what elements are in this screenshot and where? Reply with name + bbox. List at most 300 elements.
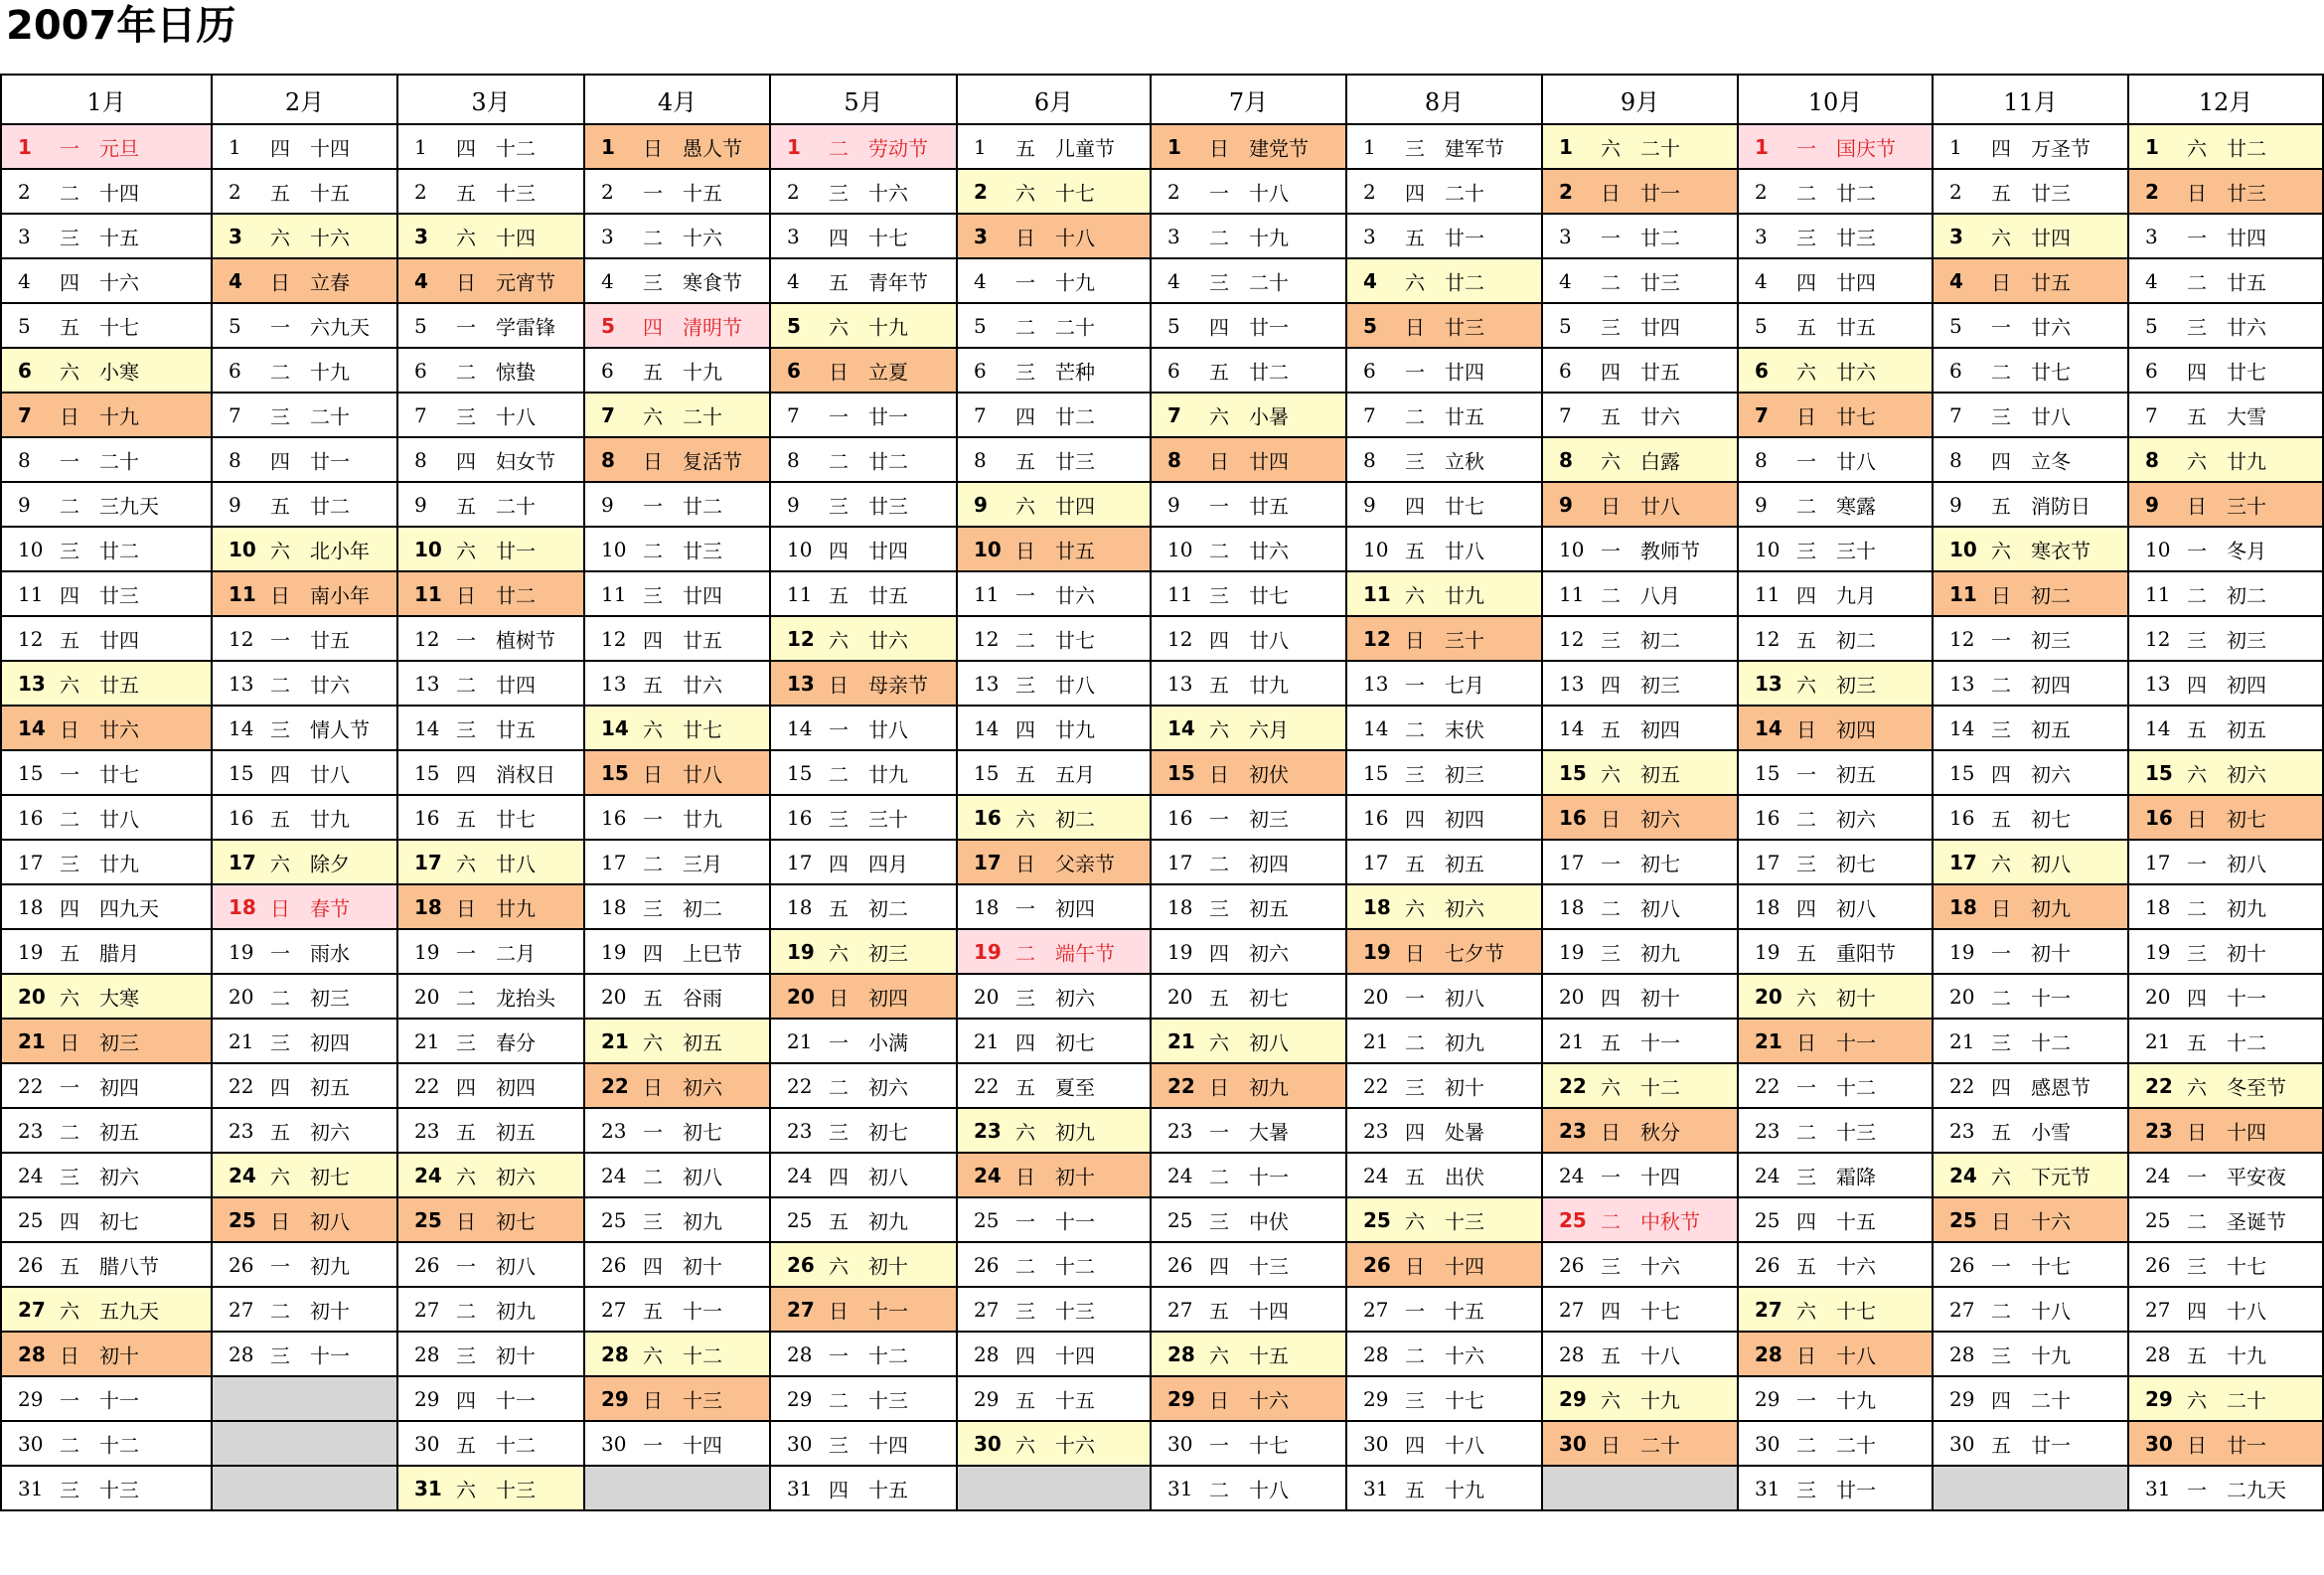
- lunar-date: 初九: [1640, 941, 1680, 965]
- day-cell: [1151, 258, 1346, 303]
- day-number: 25: [1949, 1207, 1977, 1232]
- day-number: 14: [974, 715, 1000, 740]
- weekday-name: 一: [60, 1388, 79, 1412]
- lunar-date: 廿一: [1249, 315, 1289, 339]
- lunar-date: 五月: [1055, 762, 1095, 786]
- day-cell: [1346, 258, 1542, 303]
- day-number: 1: [1755, 134, 1769, 159]
- lunar-date: 廿四: [2227, 226, 2266, 249]
- weekday-name: 四: [829, 539, 849, 562]
- weekday-name: 三: [1601, 315, 1621, 339]
- lunar-date: 廿二: [683, 494, 722, 518]
- weekday-name: 四: [1209, 628, 1229, 652]
- weekday-name: 三: [1405, 762, 1425, 786]
- day-cell: [584, 437, 770, 482]
- day-number: 11: [1167, 581, 1193, 606]
- weekday-name: 二: [456, 673, 476, 697]
- day-number: 18: [601, 894, 627, 919]
- day-number: 25: [18, 1207, 44, 1232]
- weekday-name: 五: [2187, 404, 2207, 428]
- day-cell: [957, 1242, 1151, 1287]
- lunar-date: 廿六: [99, 717, 139, 741]
- weekday-name: 四: [1405, 807, 1425, 831]
- lunar-date: 十九: [2227, 1343, 2266, 1367]
- day-cell: [957, 1063, 1151, 1108]
- day-number: 4: [1167, 268, 1180, 293]
- day-cell: [212, 1332, 397, 1376]
- day-cell: [397, 303, 584, 348]
- day-row: [1, 482, 2323, 527]
- weekday-name: 日: [270, 896, 290, 920]
- day-number: 16: [1949, 805, 1975, 830]
- day-number: 15: [2145, 760, 2173, 785]
- weekday-name: 三: [1015, 1299, 1035, 1323]
- weekday-name: 一: [456, 628, 476, 652]
- lunar-date: 廿三: [99, 583, 139, 607]
- day-number: 26: [1167, 1252, 1193, 1277]
- day-cell: [1738, 1287, 1933, 1332]
- weekday-name: 三: [2187, 628, 2207, 652]
- lunar-date: 廿六: [2227, 315, 2266, 339]
- day-number: 21: [1755, 1028, 1782, 1053]
- day-cell: [957, 303, 1151, 348]
- weekday-name: 三: [643, 1209, 663, 1233]
- day-number: 8: [1559, 447, 1573, 472]
- day-number: 3: [18, 224, 31, 248]
- lunar-date: 五九天: [99, 1299, 159, 1323]
- lunar-date: 谷雨: [683, 986, 722, 1010]
- weekday-name: 三: [60, 1478, 79, 1501]
- day-cell: [770, 616, 957, 661]
- day-cell: [1, 1287, 212, 1332]
- empty-cell: [212, 1421, 397, 1466]
- weekday-name: 一: [829, 404, 849, 428]
- lunar-date: 十三: [496, 1478, 536, 1501]
- weekday-name: 日: [643, 136, 663, 160]
- day-number: 26: [1559, 1252, 1585, 1277]
- weekday-name: 四: [1796, 583, 1816, 607]
- weekday-name: 六: [60, 986, 79, 1010]
- lunar-date: 初五: [2227, 717, 2266, 741]
- weekday-name: 六: [1991, 226, 2011, 249]
- lunar-date: 十八: [1445, 1433, 1484, 1457]
- day-cell: [212, 840, 397, 884]
- day-cell: [1346, 527, 1542, 571]
- empty-cell: [212, 1376, 397, 1421]
- day-cell: [584, 348, 770, 393]
- day-cell: [1151, 1153, 1346, 1197]
- lunar-date: 复活节: [683, 449, 742, 473]
- day-number: 20: [1949, 984, 1975, 1009]
- day-number: 25: [2145, 1207, 2171, 1232]
- lunar-date: 十三: [1055, 1299, 1095, 1323]
- day-number: 9: [1559, 492, 1573, 517]
- weekday-name: 三: [60, 226, 79, 249]
- day-cell: [1, 1108, 212, 1153]
- lunar-date: 十六: [2031, 1209, 2071, 1233]
- weekday-name: 二: [1796, 181, 1816, 205]
- weekday-name: 日: [1601, 181, 1621, 205]
- lunar-date: 十五: [1249, 1343, 1289, 1367]
- lunar-date: 初四: [2227, 673, 2266, 697]
- weekday-name: 日: [1601, 807, 1621, 831]
- day-number: 12: [2145, 626, 2171, 651]
- lunar-date: 小暑: [1249, 404, 1289, 428]
- weekday-name: 二: [60, 807, 79, 831]
- day-number: 13: [1363, 671, 1389, 696]
- day-number: 27: [18, 1297, 46, 1322]
- day-number: 10: [1559, 537, 1585, 561]
- weekday-name: 四: [270, 762, 290, 786]
- day-cell: [2128, 974, 2323, 1019]
- lunar-date: 初二: [2031, 583, 2071, 607]
- weekday-name: 五: [643, 360, 663, 384]
- day-number: 15: [18, 760, 44, 785]
- day-number: 17: [787, 850, 813, 874]
- lunar-date: 十二: [1055, 1254, 1095, 1278]
- lunar-date: 初十: [2227, 941, 2266, 965]
- lunar-date: 初四: [868, 986, 908, 1010]
- lunar-date: 初八: [2031, 852, 2071, 875]
- day-number: 1: [787, 134, 801, 159]
- lunar-date: 廿五: [1249, 494, 1289, 518]
- lunar-date: 小满: [868, 1030, 908, 1054]
- lunar-date: 十一: [99, 1388, 139, 1412]
- lunar-date: 大雪: [2227, 404, 2266, 428]
- day-cell: [770, 169, 957, 214]
- lunar-date: 廿四: [1640, 315, 1680, 339]
- day-number: 27: [1949, 1297, 1975, 1322]
- day-cell: [1542, 258, 1738, 303]
- day-cell: [1346, 616, 1542, 661]
- weekday-name: 三: [1209, 583, 1229, 607]
- day-cell: [212, 661, 397, 706]
- day-number: 17: [1559, 850, 1585, 874]
- weekday-name: 六: [643, 1343, 663, 1367]
- day-cell: [770, 1287, 957, 1332]
- day-cell: [1151, 1197, 1346, 1242]
- lunar-date: 十九: [1445, 1478, 1484, 1501]
- lunar-date: 初四: [99, 1075, 139, 1099]
- day-number: 17: [414, 850, 442, 874]
- weekday-name: 六: [1601, 1388, 1621, 1412]
- day-number: 18: [2145, 894, 2171, 919]
- day-cell: [1346, 1019, 1542, 1063]
- lunar-date: 十八: [1640, 1343, 1680, 1367]
- day-number: 25: [1559, 1207, 1587, 1232]
- weekday-name: 二: [829, 762, 849, 786]
- day-cell: [1738, 393, 1933, 437]
- day-number: 29: [1755, 1386, 1781, 1411]
- lunar-date: 十七: [99, 315, 139, 339]
- weekday-name: 日: [1796, 1030, 1816, 1054]
- lunar-date: 初五: [1640, 762, 1680, 786]
- weekday-name: 五: [1209, 986, 1229, 1010]
- day-number: 23: [1167, 1118, 1193, 1143]
- day-cell: [2128, 393, 2323, 437]
- day-number: 19: [414, 939, 440, 964]
- day-number: 17: [601, 850, 627, 874]
- day-number: 22: [974, 1073, 1000, 1098]
- day-row: [1, 1376, 2323, 1421]
- day-cell: [770, 1466, 957, 1510]
- day-number: 12: [1949, 626, 1975, 651]
- day-number: 24: [601, 1163, 627, 1187]
- day-cell: [1542, 482, 1738, 527]
- weekday-name: 二: [1991, 360, 2011, 384]
- weekday-name: 五: [1991, 181, 2011, 205]
- weekday-name: 三: [2187, 1254, 2207, 1278]
- day-cell: [1151, 706, 1346, 750]
- day-number: 12: [787, 626, 815, 651]
- lunar-date: 初十: [1055, 1165, 1095, 1188]
- day-cell: [584, 393, 770, 437]
- weekday-name: 三: [270, 1030, 290, 1054]
- lunar-date: 上巳节: [683, 941, 742, 965]
- day-number: 20: [414, 984, 440, 1009]
- day-number: 6: [1755, 358, 1769, 383]
- weekday-name: 四: [1015, 1343, 1035, 1367]
- day-number: 17: [1949, 850, 1977, 874]
- day-row: [1, 1197, 2323, 1242]
- weekday-name: 四: [1991, 1075, 2011, 1099]
- day-number: 13: [1949, 671, 1975, 696]
- day-number: 20: [1167, 984, 1193, 1009]
- lunar-date: 十四: [683, 1433, 722, 1457]
- day-number: 19: [229, 939, 254, 964]
- month-header: 1月: [1, 75, 212, 124]
- lunar-date: 廿二: [1055, 404, 1095, 428]
- lunar-date: 廿一: [1640, 181, 1680, 205]
- lunar-date: 廿九: [683, 807, 722, 831]
- day-number: 26: [1755, 1252, 1781, 1277]
- day-number: 23: [1559, 1118, 1587, 1143]
- day-number: 16: [1363, 805, 1389, 830]
- weekday-name: 日: [2187, 181, 2207, 205]
- weekday-name: 四: [1405, 181, 1425, 205]
- day-number: 13: [787, 671, 815, 696]
- weekday-name: 三: [1991, 404, 2011, 428]
- day-number: 18: [1363, 894, 1391, 919]
- day-cell: [1346, 393, 1542, 437]
- lunar-date: 消防日: [2031, 494, 2091, 518]
- day-cell: [584, 571, 770, 616]
- day-cell: [1738, 929, 1933, 974]
- day-row: [1, 258, 2323, 303]
- weekday-name: 四: [270, 136, 290, 160]
- weekday-name: 一: [1991, 628, 2011, 652]
- lunar-date: 廿九: [496, 896, 536, 920]
- day-cell: [2128, 169, 2323, 214]
- lunar-date: 十九: [868, 315, 908, 339]
- weekday-name: 二: [1601, 270, 1621, 294]
- weekday-name: 三: [1796, 539, 1816, 562]
- day-number: 29: [18, 1386, 44, 1411]
- lunar-date: 二月: [496, 941, 536, 965]
- day-cell: [212, 571, 397, 616]
- weekday-name: 四: [1405, 494, 1425, 518]
- day-cell: [2128, 1287, 2323, 1332]
- lunar-date: 廿五: [1836, 315, 1876, 339]
- day-number: 24: [18, 1163, 44, 1187]
- day-cell: [584, 974, 770, 1019]
- day-number: 19: [2145, 939, 2171, 964]
- weekday-name: 三: [1796, 226, 1816, 249]
- lunar-date: 廿五: [683, 628, 722, 652]
- day-cell: [1933, 661, 2128, 706]
- day-cell: [1151, 1421, 1346, 1466]
- weekday-name: 六: [1601, 1075, 1621, 1099]
- day-cell: [1542, 706, 1738, 750]
- day-cell: [957, 616, 1151, 661]
- lunar-date: 十六: [1249, 1388, 1289, 1412]
- lunar-date: 十四: [2227, 1120, 2266, 1144]
- lunar-date: 寒衣节: [2031, 539, 2091, 562]
- day-cell: [584, 884, 770, 929]
- day-cell: [770, 1153, 957, 1197]
- day-number: 11: [414, 581, 442, 606]
- day-number: 29: [1949, 1386, 1975, 1411]
- weekday-name: 二: [270, 673, 290, 697]
- day-cell: [1151, 482, 1346, 527]
- day-cell: [212, 706, 397, 750]
- weekday-name: 六: [1405, 270, 1425, 294]
- day-cell: [1738, 795, 1933, 840]
- lunar-date: 二十: [2031, 1388, 2071, 1412]
- day-number: 4: [787, 268, 800, 293]
- day-number: 6: [18, 358, 32, 383]
- lunar-date: 初二: [1836, 628, 1876, 652]
- lunar-date: 廿二: [1836, 181, 1876, 205]
- lunar-date: 十一: [683, 1299, 722, 1323]
- day-row: [1, 1242, 2323, 1287]
- weekday-name: 二: [270, 360, 290, 384]
- day-number: 2: [1167, 179, 1180, 204]
- lunar-date: 初八: [2227, 852, 2266, 875]
- day-number: 9: [787, 492, 800, 517]
- day-number: 30: [787, 1431, 813, 1456]
- day-number: 15: [1363, 760, 1389, 785]
- lunar-date: 廿七: [496, 807, 536, 831]
- day-number: 18: [1559, 894, 1585, 919]
- day-number: 17: [1755, 850, 1781, 874]
- weekday-name: 五: [1405, 539, 1425, 562]
- weekday-name: 二: [456, 986, 476, 1010]
- weekday-name: 六: [643, 404, 663, 428]
- weekday-name: 日: [1405, 941, 1425, 965]
- weekday-name: 五: [1209, 673, 1229, 697]
- day-row: [1, 795, 2323, 840]
- day-number: 25: [1755, 1207, 1781, 1232]
- weekday-name: 六: [2187, 136, 2207, 160]
- day-cell: [1, 884, 212, 929]
- day-cell: [1738, 437, 1933, 482]
- weekday-name: 一: [270, 941, 290, 965]
- lunar-date: 春分: [496, 1030, 536, 1054]
- lunar-date: 廿九: [1445, 583, 1484, 607]
- day-cell: [1933, 929, 2128, 974]
- lunar-date: 廿一: [868, 404, 908, 428]
- lunar-date: 十七: [2227, 1254, 2266, 1278]
- day-number: 16: [601, 805, 627, 830]
- day-number: 25: [1363, 1207, 1391, 1232]
- day-number: 4: [229, 268, 242, 293]
- lunar-date: 三月: [683, 852, 722, 875]
- lunar-date: 初六: [1640, 807, 1680, 831]
- day-cell: [584, 840, 770, 884]
- lunar-date: 芒种: [1055, 360, 1095, 384]
- weekday-name: 五: [1796, 315, 1816, 339]
- weekday-name: 二: [2187, 1209, 2207, 1233]
- lunar-date: 初七: [868, 1120, 908, 1144]
- day-cell: [1542, 169, 1738, 214]
- lunar-date: 南小年: [310, 583, 370, 607]
- day-cell: [1346, 1063, 1542, 1108]
- weekday-name: 六: [60, 673, 79, 697]
- lunar-date: 雨水: [310, 941, 350, 965]
- day-cell: [397, 527, 584, 571]
- lunar-date: 大暑: [1249, 1120, 1289, 1144]
- weekday-name: 六: [829, 628, 849, 652]
- day-cell: [2128, 706, 2323, 750]
- weekday-name: 六: [1601, 762, 1621, 786]
- lunar-date: 初九: [683, 1209, 722, 1233]
- day-number: 27: [974, 1297, 1000, 1322]
- day-number: 2: [1949, 179, 1962, 204]
- weekday-name: 五: [2187, 1343, 2207, 1367]
- day-cell: [1933, 1063, 2128, 1108]
- weekday-name: 二: [60, 1433, 79, 1457]
- day-number: 29: [1363, 1386, 1389, 1411]
- lunar-date: 初三: [2227, 628, 2266, 652]
- lunar-date: 初七: [99, 1209, 139, 1233]
- weekday-name: 五: [1796, 941, 1816, 965]
- day-cell: [1346, 1287, 1542, 1332]
- day-cell: [1151, 169, 1346, 214]
- lunar-date: 初三: [99, 1030, 139, 1054]
- day-cell: [397, 1063, 584, 1108]
- weekday-name: 一: [643, 807, 663, 831]
- day-cell: [1542, 840, 1738, 884]
- day-row: [1, 169, 2323, 214]
- day-number: 25: [229, 1207, 256, 1232]
- day-number: 26: [787, 1252, 815, 1277]
- weekday-name: 日: [1209, 1075, 1229, 1099]
- day-number: 21: [974, 1028, 1000, 1053]
- weekday-name: 日: [1209, 136, 1229, 160]
- day-cell: [1933, 214, 2128, 258]
- weekday-name: 一: [643, 1433, 663, 1457]
- day-cell: [1, 1376, 212, 1421]
- day-number: 30: [1949, 1431, 1975, 1456]
- day-cell: [957, 437, 1151, 482]
- lunar-date: 儿童节: [1055, 136, 1115, 160]
- day-cell: [1542, 616, 1738, 661]
- lunar-date: 廿六: [1836, 360, 1876, 384]
- day-number: 7: [1167, 402, 1181, 427]
- day-cell: [957, 795, 1151, 840]
- day-number: 7: [1559, 402, 1572, 427]
- day-row: [1, 616, 2323, 661]
- day-cell: [1346, 571, 1542, 616]
- day-cell: [957, 1197, 1151, 1242]
- day-number: 28: [414, 1341, 440, 1366]
- day-cell: [770, 1332, 957, 1376]
- day-cell: [1738, 706, 1933, 750]
- lunar-date: 冬月: [2227, 539, 2266, 562]
- weekday-name: 六: [2187, 449, 2207, 473]
- lunar-date: 八月: [1640, 583, 1680, 607]
